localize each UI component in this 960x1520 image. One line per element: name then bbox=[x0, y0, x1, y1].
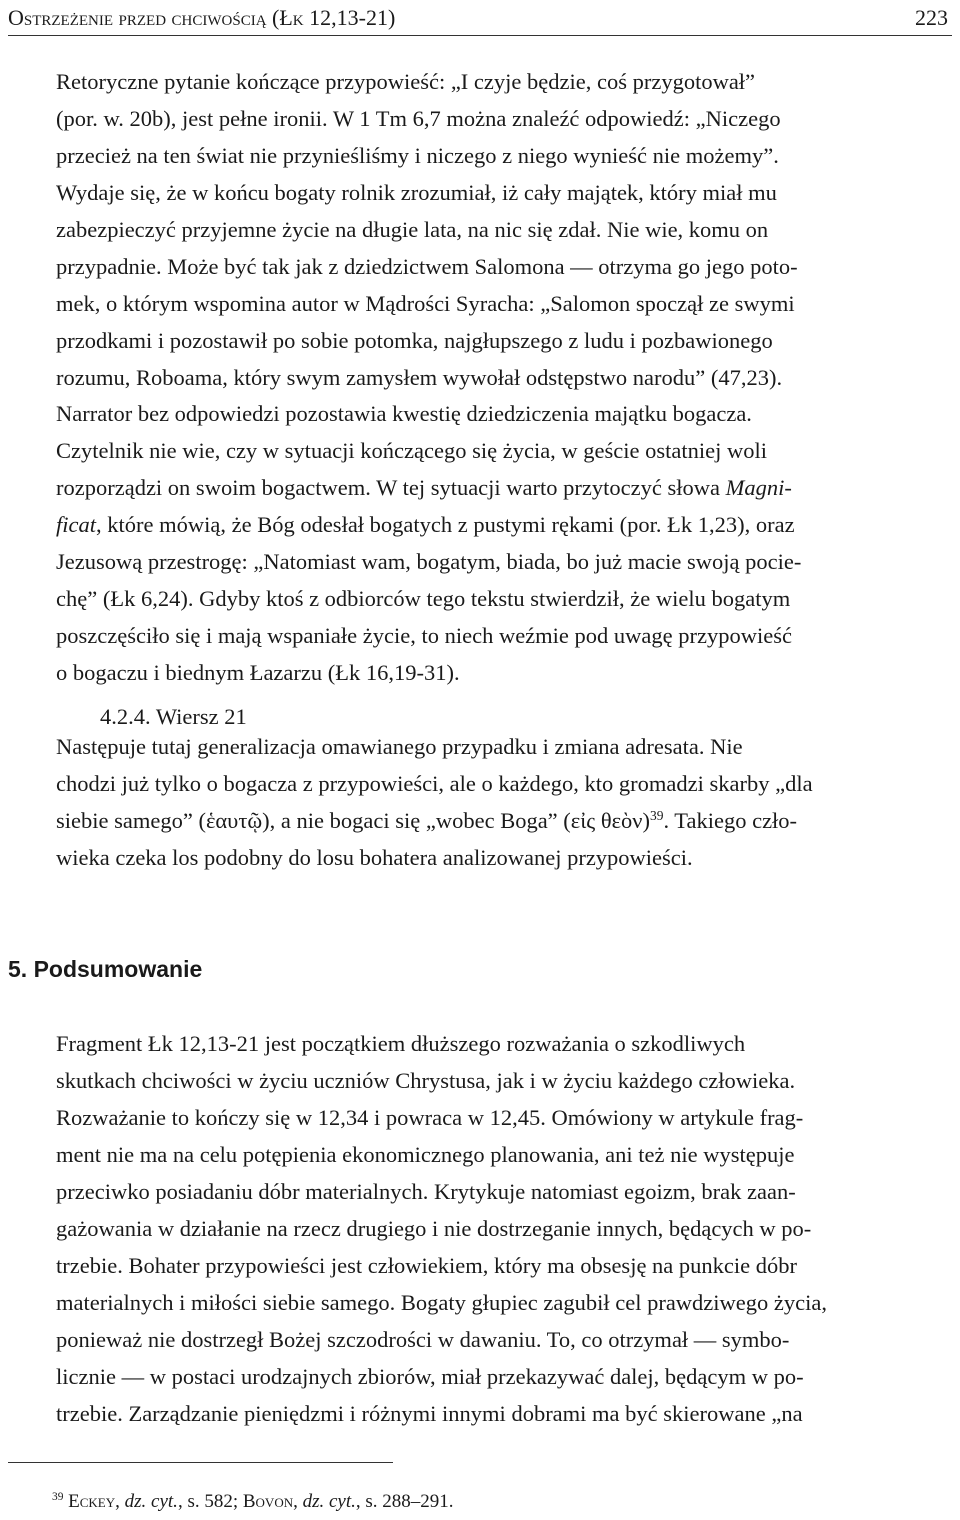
footnote-text: , s. 582; bbox=[177, 1491, 243, 1512]
text-line: ment nie ma na celu potępienia ekonomicznego planowania, ani też nie występuje bbox=[56, 1142, 795, 1167]
paragraph-4 bbox=[8, 1025, 954, 1432]
section-heading: 5. Podsumowanie bbox=[8, 956, 203, 982]
footnote-text: , bbox=[115, 1491, 125, 1512]
footnote-reference[interactable]: 39 bbox=[649, 807, 664, 823]
text-line: przodkami i pozostawił po sobie potomka, najgłupszego z ludu i pozbawionego bbox=[56, 328, 773, 353]
text-line: rozumu, Roboama, który swym zamysłem wywołał odstępstwo narodu” (47,23). bbox=[56, 365, 783, 390]
text-line bbox=[8, 506, 954, 543]
text-line: o bogaczu i biednym Łazarzu (Łk 16,19-31). bbox=[56, 660, 460, 685]
text-line: trzebie. Bohater przypowieści jest człowiekiem, który ma obsesję na punkcie dóbr bbox=[56, 1253, 798, 1278]
paragraph-2 bbox=[8, 395, 954, 691]
text-line: Wydaje się, że w końcu bogaty rolnik zrozumiał, iż cały majątek, który miał mu bbox=[56, 180, 777, 205]
paragraph-1 bbox=[8, 63, 954, 396]
text-line: materialnych i miłości siebie samego. Bogaty głupiec zagubił cel prawdziwego życia, bbox=[56, 1290, 827, 1315]
footnote-ref: dz. cyt. bbox=[302, 1491, 356, 1512]
text-line: przecież na ten świat nie przynieśliśmy i niczego z niego wynieść nie możemy”. bbox=[56, 143, 779, 168]
text-line: trzebie. Zarządzanie pieniędzmi i różnymi innymi dobrami ma być skierowane „na bbox=[56, 1401, 803, 1426]
text-line: chę” (Łk 6,24). Gdyby ktoś z odbiorców tego tekstu stwierdził, że wielu bogatym bbox=[56, 586, 791, 611]
footnote-39 bbox=[52, 1488, 454, 1516]
text-line: Retoryczne pytanie kończące przypowieść: „I czyje będzie, coś przygotował” bbox=[56, 69, 756, 94]
running-header bbox=[8, 3, 952, 36]
paragraph-3 bbox=[8, 728, 954, 876]
text-line: Czytelnik nie wie, czy w sytuacji kończącego się życia, w geście ostatniej woli bbox=[56, 438, 768, 463]
footnote-divider bbox=[8, 1462, 393, 1463]
text-run: . Takiego czło- bbox=[663, 808, 798, 833]
footnote-author: Eckey bbox=[68, 1491, 116, 1512]
text-line: (por. w. 20b), jest pełne ironii. W 1 Tm 6,7 można znaleźć odpowiedź: „Niczego bbox=[56, 106, 781, 131]
text-line: Rozważanie to kończy się w 12,34 i powraca w 12,45. Omówiony w artykule frag- bbox=[56, 1105, 804, 1130]
footnote-number: 39 bbox=[52, 1491, 64, 1504]
running-title: Ostrzeżenie przed chciwością (Łk 12,13-21) bbox=[8, 5, 396, 30]
subsection-heading: 4.2.4. Wiersz 21 bbox=[100, 704, 247, 729]
text-line: Jezusową przestrogę: „Natomiast wam, bogatym, biada, bo już macie swoją pocie- bbox=[56, 549, 802, 574]
text-line: skutkach chciwości w życiu uczniów Chrystusa, jak i w życiu każdego człowieka. bbox=[56, 1068, 796, 1093]
text-run: rozporządzi on swoim bogactwem. W tej sytuacji warto przytoczyć słowa bbox=[56, 475, 726, 500]
text-line: przeciwko posiadaniu dóbr materialnych. Krytykuje natomiast egoizm, brak zaan- bbox=[56, 1179, 796, 1204]
text-line bbox=[8, 802, 954, 839]
text-run: , które mówią, że Bóg odesłał bogatych z pustymi rękami (por. Łk 1,23), oraz bbox=[96, 512, 795, 537]
text-line: Narrator bez odpowiedzi pozostawia kwestię dziedziczenia majątku bogacza. bbox=[56, 401, 752, 426]
text-line: licznie — w postaci urodzajnych zbiorów, miał przekazywać dalej, będącym w po- bbox=[56, 1364, 804, 1389]
text-line: przypadnie. Może być tak jak z dziedzictwem Salomona — otrzyma go jego poto- bbox=[56, 254, 798, 279]
text-run: siebie samego” (ἑαυτῷ), a nie bogaci się „wobec Boga” (εἰς θεὸν) bbox=[56, 808, 650, 833]
text-line: poszczęściło się i mają wspaniałe życie, to niech weźmie pod uwagę przypowieść bbox=[56, 623, 792, 648]
text-line bbox=[8, 469, 954, 506]
text-line: mek, o którym wspomina autor w Mądrości Syracha: „Salomon spoczął ze swymi bbox=[56, 291, 795, 316]
text-line: Następuje tutaj generalizacja omawianego przypadku i zmiana adresata. Nie bbox=[56, 734, 743, 759]
text-line: chodzi już tylko o bogacza z przypowieści, ale o każdego, kto gromadzi skarby „dla bbox=[56, 771, 813, 796]
footnote-author: Bovon bbox=[242, 1491, 294, 1512]
text-line: ponieważ nie dostrzegł Bożej szczodrości w dawaniu. To, co otrzymał — symbo- bbox=[56, 1327, 790, 1352]
text-line: zabezpieczyć przyjemne życie na długie lata, na nic się zdał. Nie wie, komu on bbox=[56, 217, 769, 242]
footnote-ref: dz. cyt. bbox=[124, 1491, 178, 1512]
footnote-text: , s. 288–291. bbox=[355, 1491, 454, 1512]
text-line: gażowania w działanie na rzecz drugiego i nie dostrzeganie innych, będących w po- bbox=[56, 1216, 812, 1241]
text-line: wieka czeka los podobny do losu bohatera analizowanej przypowieści. bbox=[56, 845, 693, 870]
text-line: Fragment Łk 12,13-21 jest początkiem dłuższego rozważania o szkodliwych bbox=[56, 1031, 746, 1056]
footnote-text: , bbox=[293, 1491, 303, 1512]
italic-magnificat-part1: Magni- bbox=[725, 475, 792, 500]
page-number: 223 bbox=[915, 5, 948, 30]
italic-magnificat-part2: ficat bbox=[56, 512, 96, 537]
